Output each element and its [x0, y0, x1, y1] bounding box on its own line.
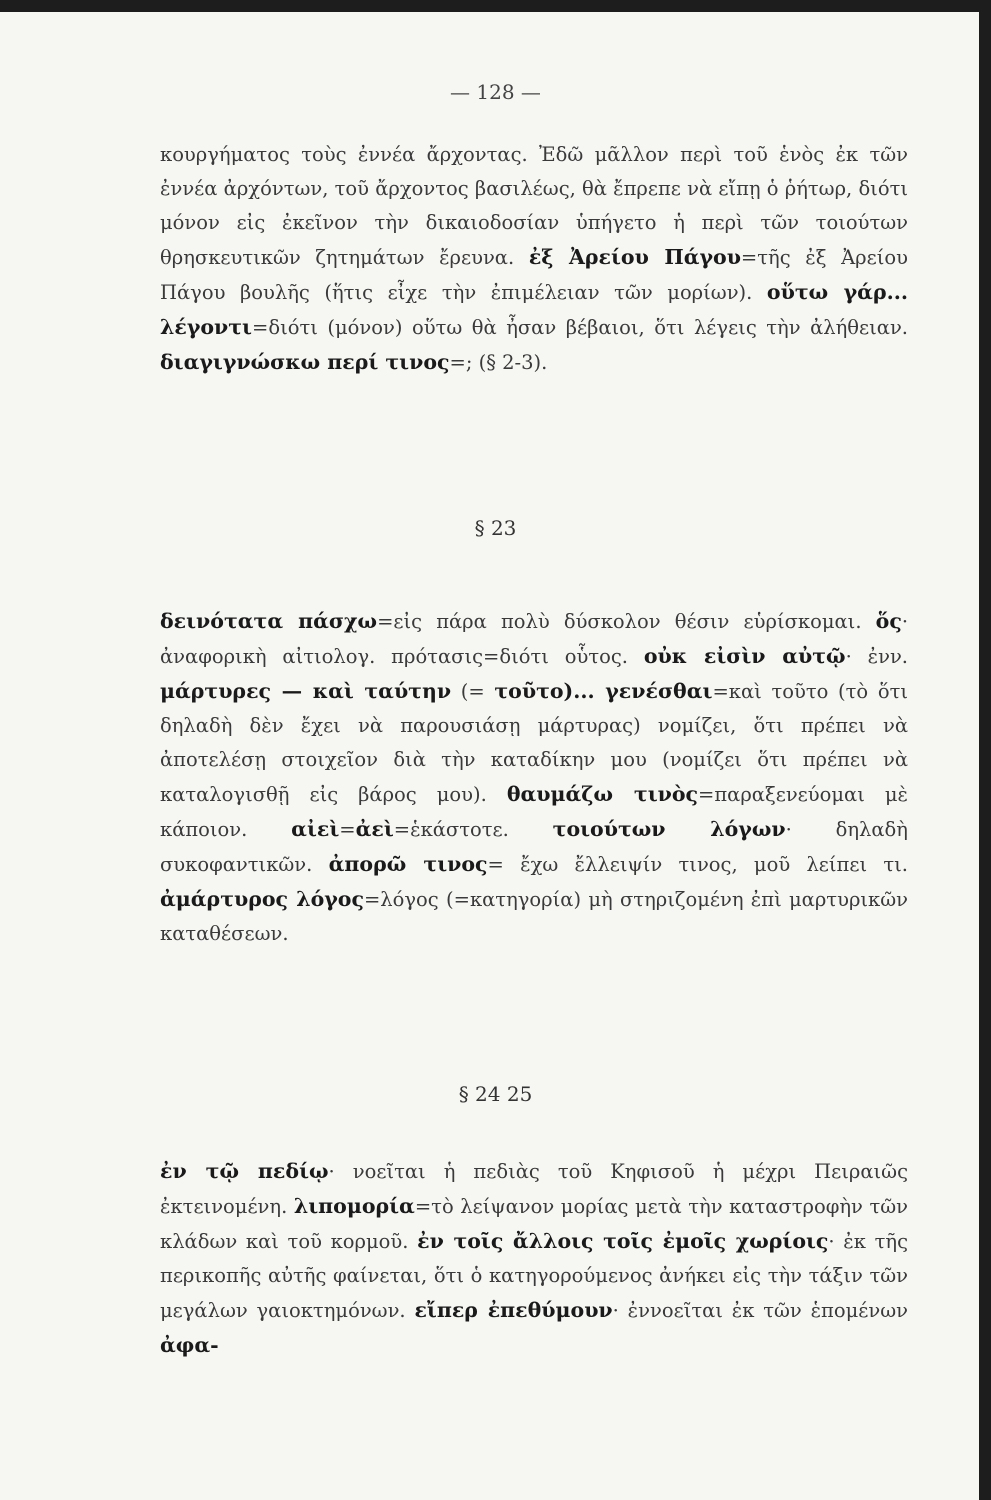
gloss-text: · ἐνν. — [845, 645, 908, 668]
lemma-term: ὅς — [875, 609, 902, 633]
scan-edge-top — [0, 0, 991, 12]
paragraph-3 — [160, 1154, 908, 1363]
gloss-text: · ἀναφορικὴ αἰτιολογ. πρότασις=διότι οὗτος. — [160, 610, 909, 668]
gloss-text: · ἐννοεῖται ἐκ τῶν ἑπομένων — [612, 1299, 909, 1322]
gloss-text: =; (§ 2-3). — [449, 351, 548, 374]
gloss-text: =ἑκάστοτε. — [393, 818, 553, 841]
lemma-term: ἀπορῶ τινος — [328, 852, 488, 876]
scan-edge-right — [979, 0, 991, 1500]
lemma-term: ἐν τῷ πεδίῳ — [160, 1159, 329, 1183]
gloss-text: (= — [451, 680, 495, 703]
gloss-text: =λόγος (=κατηγορία) μὴ στηριζομένη ἐπὶ μαρτυρικῶν καταθέσεων. — [160, 888, 909, 945]
lemma-term: οὕτω γάρ... λέγοντι — [160, 280, 908, 339]
section-heading-23: § 23 — [474, 516, 517, 540]
lemma-term: ἀεὶ — [355, 817, 394, 841]
lemma-term: οὐκ εἰσὶν αὐτῷ — [643, 644, 846, 668]
page-number: — 128 — — [450, 80, 541, 104]
gloss-text: =παραξενεύομαι μὲ κάποιον. — [160, 783, 909, 841]
lemma-term: λιπομορία — [293, 1194, 415, 1218]
lemma-term: μάρτυρες — καὶ ταύτην — [160, 679, 452, 703]
lemma-term: ἀμάρτυρος λόγος — [160, 887, 364, 911]
lemma-term: τοῦτο)... γενέσθαι — [494, 679, 713, 703]
gloss-text: = — [339, 818, 356, 841]
gloss-text: =τῆς ἐξ Ἀρείου Πάγου βουλῆς (ἥτις εἶχε τὴν ἐπιμέλειαν τῶν μορίων). — [160, 246, 908, 304]
gloss-text: =διότι (μόνον) οὕτω θὰ ἦσαν βέβαιοι, ὅτι λέγεις τὴν ἀλήθειαν. — [251, 316, 908, 339]
paragraph-2 — [160, 604, 908, 951]
lemma-term: τοιούτων λόγων — [552, 817, 786, 841]
gloss-text: κουργήματος τοὺς ἐννέα ἄρχοντας. Ἐδῶ μᾶλλον περὶ τοῦ ἑνὸς ἐκ τῶν ἐννέα ἀρχόντων, τοῦ ἄρχοντος βασιλέως, θὰ ἔπρεπε νὰ εἴπῃ ὁ ῥήτωρ, διότι μόνον εἰς ἐκεῖνον τὴν δικαιοδοσίαν ὑπήγετο ἡ περὶ τῶν τοιούτων θρησκευτικῶν ζητημάτων ἔρευνα. — [160, 143, 908, 269]
gloss-text: =τὸ λείψανον μορίας μετὰ τὴν καταστροφὴν τῶν κλάδων καὶ τοῦ κορμοῦ. — [160, 1195, 908, 1253]
lemma-term: δεινότατα πάσχω — [160, 609, 378, 633]
lemma-term: εἴπερ ἐπεθύμουν — [414, 1298, 613, 1322]
lemma-term: διαγιγνώσκω περί τινος — [160, 350, 450, 374]
gloss-text: · δηλαδὴ συκοφαντικῶν. — [160, 818, 908, 876]
lemma-term: ἐξ Ἀρείου Πάγου — [528, 245, 741, 269]
lemma-term: θαυμάζω τινὸς — [506, 782, 699, 806]
gloss-text: · ἐκ τῆς περικοπῆς αὐτῆς φαίνεται, ὅτι ὁ κατηγορούμενος ἀνήκει εἰς τὴν τάξιν τῶν μεγάλων γαιοκτημόνων. — [160, 1230, 909, 1322]
gloss-text: = ἔχω ἔλλειψίν τινος, μοῦ λείπει τι. — [487, 853, 909, 876]
gloss-text: =εἰς πάρα πολὺ δύσκολον θέσιν εὑρίσκομαι. — [377, 610, 876, 633]
paragraph-1 — [160, 138, 908, 380]
lemma-term: ἀφα- — [160, 1333, 219, 1357]
gloss-text: · νοεῖται ἡ πεδιὰς τοῦ Κηφισοῦ ἡ μέχρι Πειραιῶς ἐκτεινομένη. — [160, 1160, 908, 1218]
section-heading-24-25: § 24 25 — [458, 1082, 533, 1106]
lemma-term: ἐν τοῖς ἄλλοις τοῖς ἐμοῖς χωρίοις — [417, 1229, 829, 1253]
lemma-term: αἰεὶ — [291, 817, 340, 841]
gloss-text: =καὶ τοῦτο (τὸ ὅτι δηλαδὴ δὲν ἔχει νὰ παρουσιάσῃ μάρτυρας) νομίζει, ὅτι πρέπει νὰ ἀποτελέσῃ στοιχεῖον διὰ τὴν καταδίκην μου (νομίζει ὅτι πρέπει νὰ καταλογισθῇ εἰς βάρος μου). — [160, 680, 908, 806]
